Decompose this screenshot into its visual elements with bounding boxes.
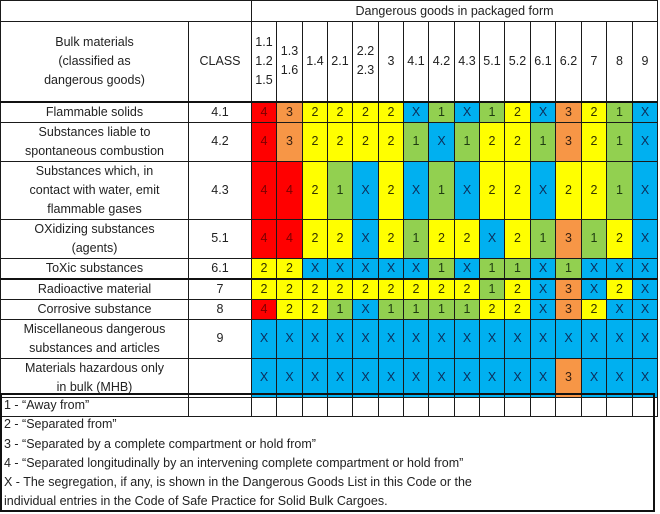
- column-header-line: 3: [387, 53, 395, 68]
- segregation-cell: 1: [505, 258, 531, 279]
- segregation-cell: 2: [505, 161, 531, 219]
- bulk-materials-header: [1, 22, 189, 102]
- row-class: 7: [189, 279, 252, 300]
- segregation-cell: X: [328, 258, 353, 279]
- table-row: [1, 319, 658, 358]
- row-name-line: ToXic substances: [45, 260, 144, 275]
- segregation-cell: 2: [455, 219, 480, 258]
- segregation-cell: 4: [252, 102, 277, 123]
- segregation-cell: 1: [531, 219, 556, 258]
- row-name: [1, 102, 189, 123]
- segregation-cell: X: [607, 319, 633, 358]
- segregation-cell: X: [633, 102, 658, 123]
- segregation-cell: X: [480, 319, 505, 358]
- table-row: [1, 219, 658, 258]
- row-name-line: Flammable solids: [45, 104, 144, 119]
- segregation-cell: 3: [556, 219, 582, 258]
- segregation-cell: 1: [480, 258, 505, 279]
- segregation-cell: 4: [252, 122, 277, 161]
- segregation-cell: X: [353, 161, 379, 219]
- column-header: [252, 22, 277, 102]
- segregation-cell: 2: [379, 102, 404, 123]
- segregation-cell: 2: [607, 219, 633, 258]
- column-header: [556, 22, 582, 102]
- segregation-cell: 1: [607, 102, 633, 123]
- segregation-cell: 2: [480, 161, 505, 219]
- column-header-line: 5.1: [483, 53, 501, 68]
- column-header: [277, 22, 303, 102]
- segregation-cell: 2: [582, 102, 607, 123]
- segregation-cell: 2: [582, 122, 607, 161]
- segregation-cell: X: [480, 219, 505, 258]
- segregation-cell: 2: [328, 279, 353, 300]
- segregation-cell: 3: [277, 102, 303, 123]
- segregation-cell: 2: [455, 279, 480, 300]
- segregation-cell: X: [379, 258, 404, 279]
- segregation-cell: X: [531, 319, 556, 358]
- segregation-cell: X: [303, 258, 328, 279]
- segregation-cell: X: [303, 358, 328, 397]
- segregation-cell: 2: [429, 219, 455, 258]
- bulk-header-line: dangerous goods): [44, 72, 145, 87]
- segregation-cell: 1: [429, 299, 455, 319]
- segregation-cell: 2: [353, 122, 379, 161]
- segregation-cell: X: [531, 358, 556, 397]
- segregation-cell: X: [429, 358, 455, 397]
- segregation-cell: X: [353, 299, 379, 319]
- legend-item-1: 1 - “Away from”: [4, 398, 90, 412]
- row-class: 8: [189, 299, 252, 319]
- segregation-cell: 3: [556, 122, 582, 161]
- column-header: [404, 22, 429, 102]
- row-name-line: (agents): [71, 240, 118, 255]
- row-name-line: Substances liable to: [38, 124, 151, 139]
- segregation-cell: 2: [277, 279, 303, 300]
- legend-box: [0, 393, 655, 512]
- segregation-cell: 1: [429, 258, 455, 279]
- segregation-cell: X: [633, 122, 658, 161]
- column-header: [353, 22, 379, 102]
- table-row: [1, 102, 658, 123]
- segregation-cell: 2: [303, 122, 328, 161]
- row-class: 6.1: [189, 258, 252, 279]
- segregation-cell: 2: [379, 279, 404, 300]
- row-name-line: substances and articles: [29, 340, 160, 355]
- legend-item-x-cont: individual entries in the Code of Safe Practice for Solid Bulk Cargoes.: [4, 494, 388, 509]
- segregation-cell: 4: [252, 219, 277, 258]
- segregation-cell: 1: [429, 102, 455, 123]
- segregation-cell: 1: [556, 258, 582, 279]
- segregation-cell: 4: [277, 219, 303, 258]
- segregation-cell: X: [404, 319, 429, 358]
- segregation-cell: 2: [480, 122, 505, 161]
- segregation-cell: X: [303, 319, 328, 358]
- row-name: [1, 258, 189, 279]
- segregation-cell: 1: [607, 161, 633, 219]
- segregation-cell: X: [455, 358, 480, 397]
- segregation-cell: X: [455, 319, 480, 358]
- row-name-line: Substances which, in: [35, 163, 154, 178]
- segregation-cell: 2: [277, 299, 303, 319]
- column-header-line: 7: [590, 53, 598, 68]
- segregation-cell: X: [531, 279, 556, 300]
- segregation-cell: X: [633, 219, 658, 258]
- segregation-cell: 4: [252, 299, 277, 319]
- legend-item-x: X - The segregation, if any, is shown in the Dangerous Goods List in this Code or the: [4, 475, 472, 490]
- column-header: [633, 22, 658, 102]
- group-header-row: [1, 1, 658, 22]
- row-name: [1, 319, 189, 358]
- segregation-cell: 2: [303, 219, 328, 258]
- row-name-line: in bulk (MHB): [56, 379, 133, 394]
- segregation-cell: X: [404, 161, 429, 219]
- segregation-cell: 2: [303, 299, 328, 319]
- segregation-cell: X: [582, 258, 607, 279]
- segregation-cell: 2: [607, 279, 633, 300]
- segregation-cell: X: [455, 161, 480, 219]
- column-header: [455, 22, 480, 102]
- column-header: [582, 22, 607, 102]
- segregation-cell: X: [455, 258, 480, 279]
- legend-item-4: 4 - “Separated longitudinally by an intervening complete compartment or hold from”: [4, 455, 464, 470]
- column-header-line: 4.1: [407, 53, 425, 68]
- segregation-cell: X: [328, 319, 353, 358]
- segregation-cell: 1: [582, 219, 607, 258]
- row-name: [1, 161, 189, 219]
- segregation-cell: X: [633, 279, 658, 300]
- segregation-cell: X: [455, 102, 480, 123]
- segregation-cell: X: [404, 102, 429, 123]
- row-name-line: OXidizing substances: [34, 221, 155, 236]
- segregation-cell: 2: [252, 279, 277, 300]
- segregation-cell: 2: [505, 299, 531, 319]
- segregation-cell: 2: [328, 219, 353, 258]
- segregation-cell: 1: [404, 122, 429, 161]
- group-header: Dangerous goods in packaged form: [252, 1, 658, 22]
- segregation-cell: X: [582, 319, 607, 358]
- row-name-line: Miscellaneous dangerous: [23, 321, 166, 336]
- column-header: [531, 22, 556, 102]
- segregation-cell: 2: [277, 258, 303, 279]
- segregation-cell: X: [277, 358, 303, 397]
- row-name-line: contact with water, emit: [29, 182, 160, 197]
- segregation-cell: 2: [303, 102, 328, 123]
- table-row: [1, 161, 658, 219]
- segregation-cell: X: [531, 102, 556, 123]
- segregation-cell: 1: [480, 102, 505, 123]
- row-name: [1, 219, 189, 258]
- segregation-cell: X: [353, 219, 379, 258]
- segregation-cell: 3: [556, 299, 582, 319]
- segregation-cell: X: [607, 299, 633, 319]
- column-header: [480, 22, 505, 102]
- row-class: 4.2: [189, 122, 252, 161]
- bulk-header-line: (classified as: [58, 53, 131, 68]
- legend-item-2: 2 - “Separated from”: [4, 417, 117, 432]
- segregation-cell: 2: [480, 299, 505, 319]
- segregation-cell: 2: [328, 122, 353, 161]
- segregation-cell: 2: [505, 219, 531, 258]
- column-header-line: 2.2: [356, 44, 375, 59]
- column-header: [607, 22, 633, 102]
- segregation-cell: X: [633, 358, 658, 397]
- segregation-cell: 3: [277, 122, 303, 161]
- column-header-line: 1.6: [280, 63, 299, 78]
- column-header-line: 5.2: [508, 53, 527, 68]
- segregation-cell: X: [429, 319, 455, 358]
- column-header-line: 1.5: [255, 72, 273, 87]
- segregation-cell: X: [252, 319, 277, 358]
- segregation-cell: 1: [404, 299, 429, 319]
- column-header-line: 1.4: [306, 53, 324, 68]
- segregation-cell: 2: [353, 279, 379, 300]
- segregation-cell: X: [582, 358, 607, 397]
- segregation-cell: 2: [582, 299, 607, 319]
- column-header-line: 1.2: [255, 53, 273, 68]
- column-header: [379, 22, 404, 102]
- segregation-cell: X: [607, 258, 633, 279]
- column-header-line: 1.1: [255, 34, 273, 49]
- segregation-cell: X: [480, 358, 505, 397]
- segregation-cell: 2: [404, 279, 429, 300]
- segregation-cell: X: [379, 319, 404, 358]
- segregation-cell: 1: [328, 161, 353, 219]
- segregation-cell: 1: [531, 122, 556, 161]
- segregation-cell: 2: [303, 161, 328, 219]
- segregation-cell: X: [404, 358, 429, 397]
- segregation-cell: X: [633, 299, 658, 319]
- segregation-cell: 1: [607, 122, 633, 161]
- segregation-cell: X: [556, 319, 582, 358]
- column-header-line: 1.3: [280, 44, 299, 59]
- column-header-row: [1, 22, 658, 102]
- segregation-cell: 2: [505, 102, 531, 123]
- segregation-cell: X: [633, 161, 658, 219]
- row-name: [1, 279, 189, 300]
- column-header: [505, 22, 531, 102]
- row-class: 5.1: [189, 219, 252, 258]
- segregation-cell: 1: [429, 161, 455, 219]
- segregation-cell: X: [531, 299, 556, 319]
- segregation-cell: X: [429, 122, 455, 161]
- column-header-line: 2.1: [331, 53, 349, 68]
- segregation-cell: 4: [277, 161, 303, 219]
- column-header-line: 8: [616, 53, 623, 68]
- row-name-line: flammable gases: [47, 201, 142, 216]
- column-header: [303, 22, 328, 102]
- column-header: [429, 22, 455, 102]
- segregation-cell: 1: [480, 279, 505, 300]
- segregation-cell: X: [633, 319, 658, 358]
- bulk-header-line: Bulk materials: [55, 34, 134, 49]
- segregation-cell: 2: [379, 122, 404, 161]
- table-row: [1, 279, 658, 300]
- segregation-cell: X: [633, 258, 658, 279]
- segregation-cell: 2: [505, 279, 531, 300]
- row-class: 9: [189, 319, 252, 358]
- row-class: [189, 358, 252, 397]
- table-row: [1, 122, 658, 161]
- segregation-cell: 2: [303, 279, 328, 300]
- segregation-cell: 3: [556, 102, 582, 123]
- segregation-cell: X: [404, 258, 429, 279]
- segregation-cell: 2: [353, 102, 379, 123]
- table-row: [1, 258, 658, 279]
- row-class: 4.1: [189, 102, 252, 123]
- column-header-line: 9: [641, 53, 649, 68]
- segregation-cell: X: [505, 358, 531, 397]
- segregation-cell: 1: [455, 299, 480, 319]
- column-header-line: 2.3: [356, 63, 375, 78]
- segregation-cell: 2: [379, 161, 404, 219]
- segregation-cell: X: [505, 319, 531, 358]
- corner-blank: [1, 1, 252, 22]
- class-header: CLASS: [189, 22, 252, 102]
- row-name: [1, 299, 189, 319]
- segregation-cell: 1: [379, 299, 404, 319]
- table-row: [1, 358, 658, 397]
- segregation-cell: 2: [556, 161, 582, 219]
- segregation-cell: X: [379, 358, 404, 397]
- row-name-line: spontaneous combustion: [25, 143, 164, 158]
- row-name: [1, 358, 189, 397]
- column-header-line: 6.1: [534, 53, 552, 68]
- row-name-line: Corrosive substance: [37, 301, 152, 316]
- segregation-cell: 4: [252, 161, 277, 219]
- segregation-cell: 2: [582, 161, 607, 219]
- segregation-cell: 1: [328, 299, 353, 319]
- segregation-cell: X: [353, 319, 379, 358]
- segregation-cell: 2: [505, 122, 531, 161]
- segregation-cell: 2: [379, 219, 404, 258]
- segregation-cell: X: [353, 358, 379, 397]
- segregation-cell: X: [277, 319, 303, 358]
- column-header-line: 4.2: [432, 53, 451, 68]
- segregation-cell: 2: [328, 102, 353, 123]
- segregation-cell: X: [531, 258, 556, 279]
- segregation-cell: 2: [252, 258, 277, 279]
- segregation-cell: 1: [404, 219, 429, 258]
- segregation-cell: X: [252, 358, 277, 397]
- segregation-cell: X: [582, 279, 607, 300]
- segregation-cell: 3: [556, 279, 582, 300]
- column-header: [328, 22, 353, 102]
- segregation-cell: 1: [455, 122, 480, 161]
- row-name: [1, 122, 189, 161]
- row-name-line: Radioactive material: [37, 281, 152, 296]
- row-class: 4.3: [189, 161, 252, 219]
- segregation-cell: 2: [429, 279, 455, 300]
- segregation-cell: 3: [556, 358, 582, 397]
- segregation-cell: X: [531, 161, 556, 219]
- column-header-line: 6.2: [559, 53, 578, 68]
- legend-item-3: 3 - “Separated by a complete compartment or hold from”: [4, 436, 316, 451]
- segregation-cell: X: [328, 358, 353, 397]
- column-header-line: 4.3: [458, 53, 476, 68]
- segregation-cell: X: [353, 258, 379, 279]
- segregation-cell: X: [607, 358, 633, 397]
- row-name-line: Materials hazardous only: [25, 360, 164, 375]
- table-row: [1, 299, 658, 319]
